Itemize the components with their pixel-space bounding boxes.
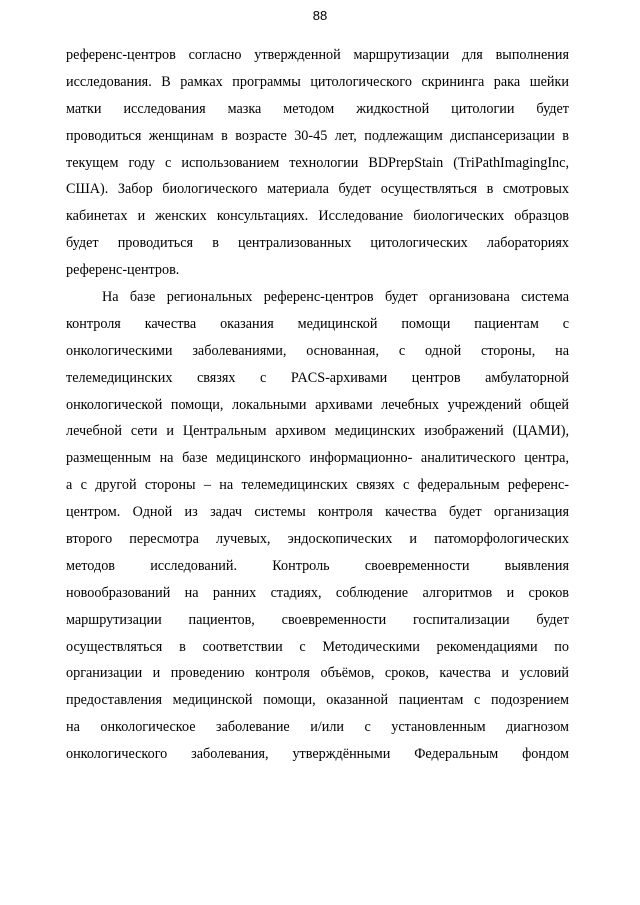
text-line: матки исследования мазка методом жидкостной цитологии будет <box>66 100 569 117</box>
text-line: онкологического заболевания, утверждёнными Федеральным фондом <box>66 746 569 763</box>
paragraph-2 <box>66 284 569 768</box>
text-line: осуществляться в соответствии с Методическими рекомендациями по <box>66 638 569 655</box>
text-line: а с другой стороны – на телемедицинских связях с федеральным референс- <box>66 477 569 494</box>
text-line: на онкологическое заболевание и/или с установленным диагнозом <box>66 719 569 736</box>
text-line: проводиться женщинам в возрасте 30-45 лет, подлежащим диспансеризации в <box>66 127 569 144</box>
text-line: исследования. В рамках программы цитологического скрининга рака шейки <box>66 73 569 90</box>
text-line: второго пересмотра лучевых, эндоскопических и патоморфологических <box>66 531 569 548</box>
text-line: новообразований на ранних стадиях, соблюдение алгоритмов и сроков <box>66 584 569 601</box>
text-line: референс-центров согласно утвержденной маршрутизации для выполнения <box>66 47 569 63</box>
paragraph-1 <box>66 42 569 284</box>
text-line: контроля качества оказания медицинской помощи пациентам с <box>66 315 569 332</box>
text-line: центром. Одной из задач системы контроля качества будет организация <box>66 504 569 521</box>
text-line: маршрутизации пациентов, своевременности госпитализации будет <box>66 611 569 628</box>
text-line: референс-центров. <box>66 262 180 279</box>
text-line: будет проводиться в централизованных цитологических лабораториях <box>66 235 569 252</box>
text-line: лечебной сети и Центральным архивом медицинских изображений (ЦАМИ), <box>66 423 569 440</box>
text-line: На базе региональных референс-центров будет организована система <box>102 289 569 305</box>
text-line: телемедицинских связях с PACS-архивами центров амбулаторной <box>66 369 569 386</box>
text-line: кабинетах и женских консультациях. Исследование биологических образцов <box>66 208 569 225</box>
text-line: онкологической помощи, локальными архивами лечебных учреждений общей <box>66 396 569 413</box>
text-line: текущем году с использованием технологии BDPrepStain (TriPathImagingInc, <box>66 154 569 171</box>
page-number: 88 <box>312 8 328 23</box>
text-line: организации и проведению контроля объёмов, сроков, качества и условий <box>66 665 569 682</box>
text-line: США). Забор биологического материала будет осуществляться в смотровых <box>66 181 569 198</box>
text-line: методов исследований. Контроль своевременности выявления <box>66 557 569 574</box>
text-line: предоставления медицинской помощи, оказанной пациентам с подозрением <box>66 692 569 709</box>
text-line: размещенным на базе медицинского информационно- аналитического центра, <box>66 450 569 467</box>
text-line: онкологическими заболеваниями, основанная, с одной стороны, на <box>66 342 569 359</box>
